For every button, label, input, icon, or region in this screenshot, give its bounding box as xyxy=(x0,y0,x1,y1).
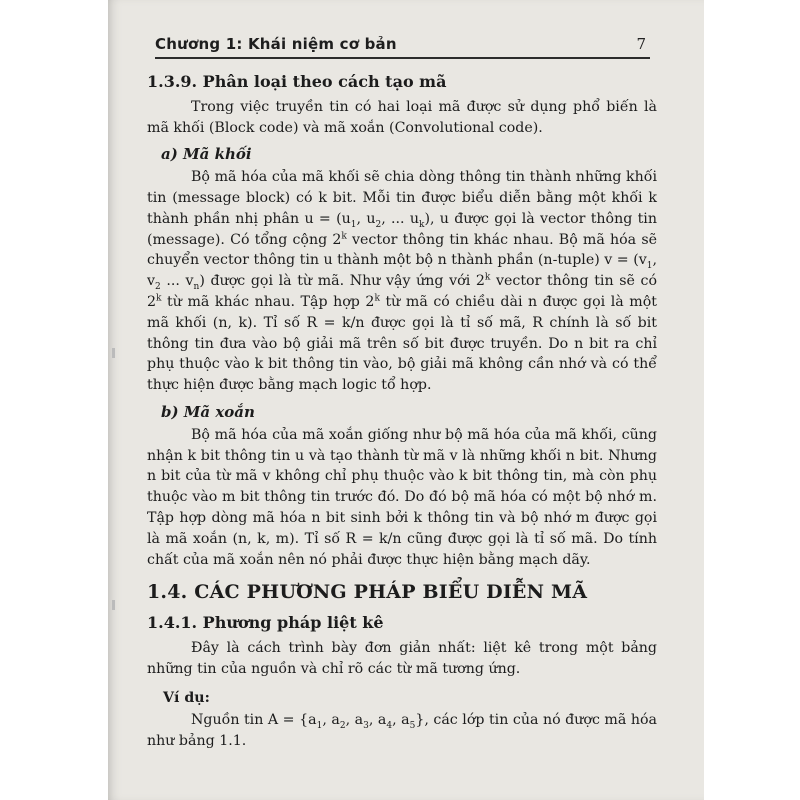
page-number: 7 xyxy=(636,35,646,53)
section-1-4-1-title: 1.4.1. Phương pháp liệt kê xyxy=(147,613,384,633)
page-content xyxy=(147,72,657,752)
block-code-paragraph: Bộ mã hóa của mã khối sẽ chia dòng thông tin thành những khối tin (message block) có k bit. Mỗi tin được biểu diễn bằng một khối k thành phần nhị phân $u = (u_1$, $u_2$, ... $u_k$), u được gọi là vector thông tin (message). Có tổng cộng 2$^k$ vector thông tin khác nhau. Bộ mã hóa sẽ chuyển vector thông tin u thành một bộ n thành phần (n-tuple) $v = (v_1$, $v_2$ ... $v_n$) được gọi là từ mã. Như vậy ứng với 2$^k$ vector thông tin sẽ có 2$^k$ từ mã khác nhau. Tập hợp 2$^k$ từ mã có chiều dài n được gọi là một mã khối (n, k). Tỉ số R = k/n được gọi là tỉ số mã, R chính là số bit thông tin đưa vào bộ giải mã trên số bit được truyền. Do n bit ra chỉ phụ thuộc vào k bit thông tin vào, bộ giải mã không cần nhớ và có thể thực hiện được bằng mạch logic tổ hợp. xyxy=(147,169,657,394)
block-code-heading: a) Mã khối xyxy=(161,145,252,164)
spine-mark xyxy=(112,600,115,610)
section-1-3-9-intro: Trong việc truyền tin có hai loại mã được sử dụng phổ biến là mã khối (Block code) và mã xoắn (Convolutional code). xyxy=(147,98,657,136)
example-label: Ví dụ: xyxy=(163,689,210,706)
page-header xyxy=(155,31,650,59)
section-1-3-9-title: 1.3.9. Phân loại theo cách tạo mã xyxy=(147,72,447,91)
listing-method-paragraph: Đây là cách trình bày đơn giản nhất: liệt kê trong một bảng những tin của nguồn và chỉ rõ các từ mã tương ứng. xyxy=(147,639,657,677)
section-1-4-title: 1.4. CÁC PHƯƠNG PHÁP BIỂU DIỄN MÃ xyxy=(147,581,588,604)
chapter-title: Chương 1: Khái niệm cơ bản xyxy=(155,35,397,53)
conv-code-paragraph: Bộ mã hóa của mã xoắn giống như bộ mã hóa của mã khối, cũng nhận k bit thông tin u và tạo thành từ mã v là những khối n bit. Nhưng n bit của từ mã v không chỉ phụ thuộc vào k bit thông tin, mà còn phụ thuộc vào m bit thông tin trước đó. Do đó bộ mã hóa có một bộ nhớ m. Tập hợp dòng mã hóa n bit sinh bởi k thông tin và bộ nhớ m được gọi là mã xoắn (n, k, m). Tỉ số R = k/n cũng được gọi là tỉ số mã. Do tính chất của mã xoắn nên nó phải được thực hiện bằng mạch dãy. xyxy=(147,426,657,568)
spine-mark xyxy=(112,348,115,358)
conv-code-heading: b) Mã xoắn xyxy=(161,402,255,421)
example-paragraph: Nguồn tin $A = \{a_1$, $a_2$, $a_3$, $a_4$, $a_5$}, các lớp tin của nó được mã hóa như bảng 1.1. xyxy=(147,712,658,750)
